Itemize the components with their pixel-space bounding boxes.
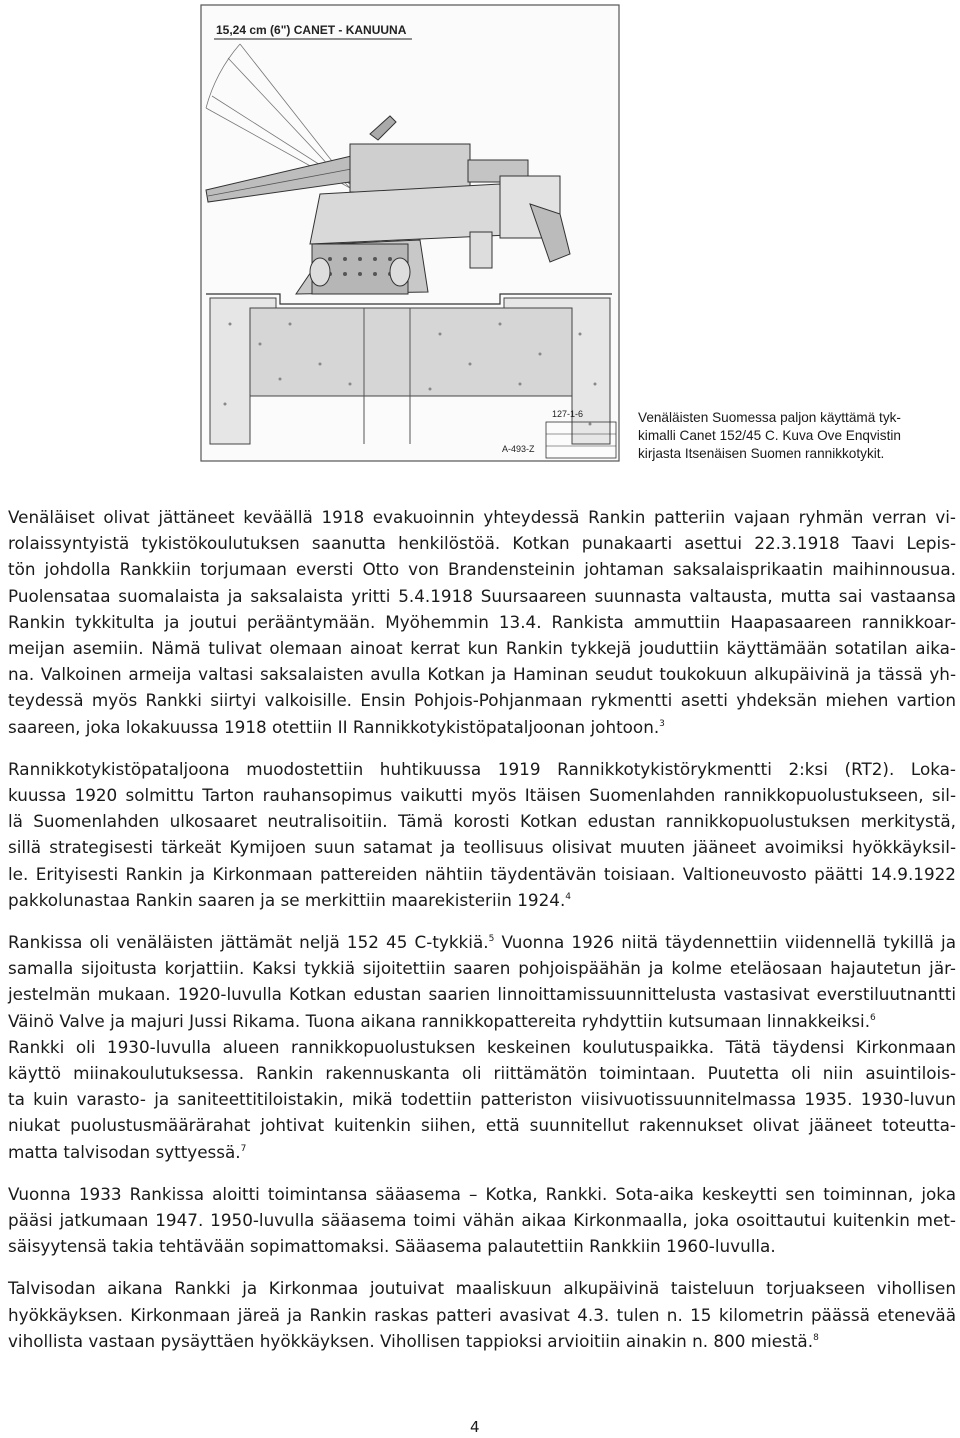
text-line-content: Rankissa oli venäläisten jättämät neljä 152 45 C-tykkiä. [8, 932, 489, 953]
drawing-title: 15,24 cm (6") CANET - KANUUNA [216, 23, 407, 37]
text-line-content: pakkolunastaa Rankin saaren ja se merkittiin maarekisteriin 1924. [8, 889, 566, 910]
text-line: Rankin tykkitulta ja joutui perääntymään. Myöhemmin 13.4. Rankista ammuttiin Haapasaareen rannikkoar- [8, 611, 956, 632]
text-line-content: Vuonna 1926 niitä täydennettiin viidennellä tykillä ja [494, 932, 956, 953]
article-body [8, 504, 956, 1370]
text-line-content: vihollista vastaan pysäyttäen hyökkäyksen. Vihollisen tappioksi arvioitiin ainakin n. 800 miestä. [8, 1330, 814, 1351]
drawing-stamp-left: A-493-Z [502, 444, 535, 454]
text-line: säisyytensä takia tehtävään sopimattomaksi. Sääasema palautettiin Rankkiin 1960-luvulla. [8, 1236, 776, 1257]
text-line: hyökkäyksen. Kirkonmaan järeä ja Rankin raskas patteri avasivat 4.3. tulen n. 15 kilometrin päässä etenevää [8, 1304, 956, 1325]
text-line: Rannikkotykistöpataljoona muodostettiin huhtikuussa 1919 Rannikkotykistörykmentti 2:ksi (RT2). Loka- [8, 758, 956, 779]
canet-gun-drawing [200, 4, 620, 464]
text-line [8, 1328, 956, 1354]
footnote-ref: 4 [565, 891, 572, 902]
text-line: jestelmän mukaan. 1920-luvulla Kotkan edustan saarien linnoittamissuunnittelusta vastasivat everstiluutnantti [8, 984, 956, 1005]
footnote-ref: 5 [488, 934, 495, 945]
footnote-ref: 7 [240, 1143, 247, 1154]
paragraph-1 [8, 504, 956, 740]
text-line: sillä strategisesti tärkeät Kymijoen suun satamat ja teollisuus olisivat muuten jääneet avoimiksi hyökkäyksil- [8, 837, 956, 858]
drawing-stamp-top: 127-1-6 [552, 409, 584, 419]
text-line: tön johdolla Rankkiin torjumaan eversti Otto von Brandensteinin johtaman saksalaisprikaatin maihinnousua. [8, 559, 956, 580]
text-line [8, 714, 956, 740]
figure-caption [638, 409, 958, 463]
text-line [8, 1008, 956, 1034]
text-line-content: Väinö Valve ja majuri Jussi Rikama. Tuona aikana rannikkopattereita ryhdyttiin kutsumaan linnakkeiksi. [8, 1010, 871, 1031]
caption-line: kimalli Canet 152/45 C. Kuva Ove Enqvistin [638, 428, 901, 443]
text-line: teydessä myös Rankki siirtyi valkoisille. Ensin Pohjois-Pohjanmaan rykmentti asetti yhdeksän miehen vartion [8, 690, 956, 711]
text-line: Venäläiset olivat jättäneet keväällä 1918 evakuoinnin yhteydessä Rankin patteriin vajaan ryhmän verran vi- [8, 507, 956, 527]
text-line: rolaissyntyistä tykistökoulutuksen saanutta henkilöstöä. Kotkan punakaarti asettui 22.3.1918 Taavi Lepis- [8, 533, 956, 554]
text-line: ta kuin varasto- ja saniteettitiloistakin, mikä todettiin patteriston viisivuotissuunnitelmassa 1935. 1930-luvun [8, 1089, 956, 1110]
text-line: Rankki oli 1930-luvulla alueen rannikkopuolustuksen keskeinen koulutuspaikka. Tätä täydensi Kirkonmaan [8, 1036, 956, 1057]
caption-line: kirjasta Itsenäisen Suomen rannikkotykit. [638, 446, 885, 461]
text-line: lä Suomenlahden ulkosaaret neutralisoitiin. Tämä korosti Kotkan edustan rannikkopuolustuksen merkitystä, [8, 811, 956, 832]
text-line-content: matta talvisodan syttyessä. [8, 1141, 241, 1162]
footnote-ref: 8 [813, 1332, 819, 1343]
text-line: kuussa 1920 solmittu Tarton rauhansopimus vaikutti myös Itäisen Suomenlahden rannikkopuolustukseen, sil- [8, 785, 956, 806]
text-line-content: saareen, joka lokakuussa 1918 otettiin II Rannikkotykistöpataljoonan johtoon. [8, 716, 660, 737]
technical-drawing [200, 4, 620, 464]
page-number: 4 [470, 1418, 480, 1436]
text-line: le. Erityisesti Rankin ja Kirkonmaan pattereiden nähtiin täydentävän toisiaan. Valtioneuvosto päätti 14.9.1922 [8, 863, 956, 884]
footnote-ref: 3 [659, 718, 665, 729]
text-line [8, 1139, 956, 1165]
paragraph-5 [8, 1275, 956, 1354]
text-line: pääsi jatkumaan 1947. 1950-luvulla sääasema toimi vähän aikaa Kirkonmaalla, joka osoittautui kuitenkin met- [8, 1210, 956, 1231]
text-line [8, 929, 956, 955]
paragraph-4 [8, 1181, 956, 1260]
footnote-ref: 6 [870, 1012, 876, 1023]
text-line [8, 887, 956, 913]
gun-pedestal [296, 240, 428, 294]
text-line: Vuonna 1933 Rankissa aloitti toimintansa sääasema – Kotka, Rankki. Sota-aika keskeytti sen toiminnan, joka [8, 1183, 956, 1204]
paragraph-2 [8, 756, 956, 913]
text-line: Talvisodan aikana Rankki ja Kirkonmaa joutuivat maaliskuun alkupäivinä taisteluun torjuakseen vihollisen [8, 1278, 956, 1299]
caption-line: Venäläisten Suomessa paljon käyttämä tyk- [638, 410, 901, 425]
text-line: meijan asemiin. Nämä tulivat olemaan ainoat kerrat kun Rankin tykkejä jouduttiin käyttämään sotatilan aika- [8, 638, 956, 659]
text-line: käyttö miinakoulutuksessa. Rankin rakennuskanta oli riittämätön toimintaan. Puutetta oli niin asuintilois- [8, 1063, 956, 1084]
text-line: na. Valkoinen armeija valtasi saksalaisten avulla Kotkan ja Haminan seudut toukokuun alkupäivinä ja tässä yh- [8, 664, 956, 685]
text-line: Puolensataa suomalaista ja saksalaista yritti 5.4.1918 Suursaareen suunnasta valtausta, mutta sai vastaansa [8, 585, 956, 606]
paragraph-3 [8, 929, 956, 1165]
text-line: niukat puolustusmäärärahat johtivat kuitenkin siihen, että suunnitellut rakennukset olivat jääneet toteutta- [8, 1115, 956, 1136]
text-line: samalla sijoitusta korjattiin. Kaksi tykkiä sijoitettiin saaren pohjoispäähän ja kolme eteläosaan hajautetun jär- [8, 958, 956, 979]
